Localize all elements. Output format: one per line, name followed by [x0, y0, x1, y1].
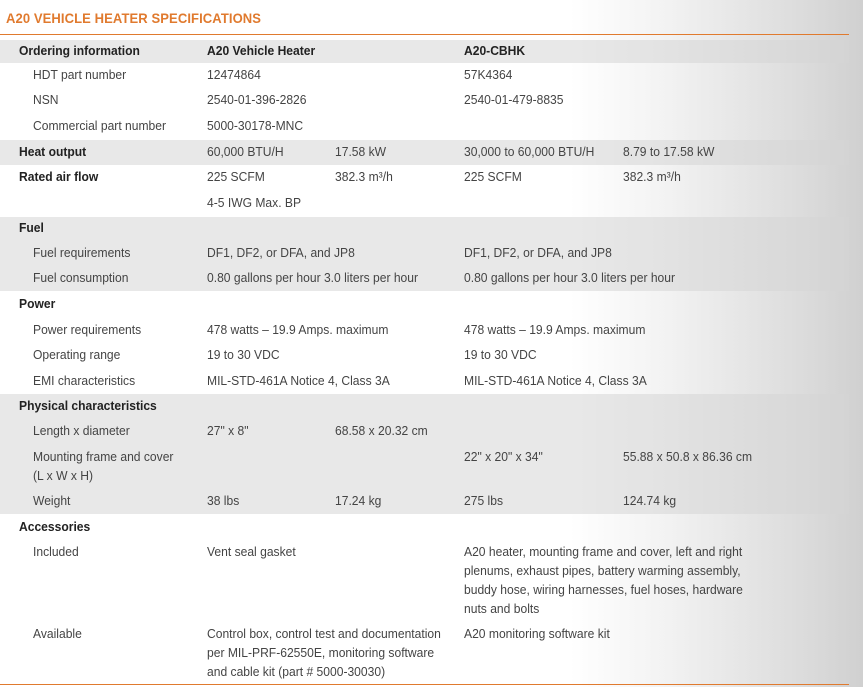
commercial-value-a20: 5000-30178-MNC [207, 118, 304, 133]
operating-range-row [0, 346, 849, 368]
nsn-label: NSN [33, 92, 59, 107]
weight-row [0, 488, 849, 514]
air-flow-backpressure: 4-5 IWG Max. BP [207, 195, 302, 210]
bottom-divider [0, 684, 849, 685]
fuel-requirements-cbhk: DF1, DF2, or DFA, and JP8 [464, 245, 612, 260]
fuel-consumption-cbhk: 0.80 gallons per hour 3.0 liters per hour [464, 270, 676, 285]
column-header-a20: A20 Vehicle Heater [207, 43, 316, 58]
included-cbhk-line1: A20 heater, mounting frame and cover, left and right [464, 544, 743, 559]
power-requirements-label: Power requirements [33, 322, 142, 337]
included-a20: Vent seal gasket [207, 544, 296, 559]
available-a20-line2: per MIL-PRF-62550E, monitoring software [207, 645, 435, 660]
mounting-label-line1: Mounting frame and cover [33, 449, 174, 464]
fuel-consumption-a20: 0.80 gallons per hour 3.0 liters per hour [207, 270, 419, 285]
weight-cbhk-metric: 124.74 kg [623, 493, 677, 508]
heat-output-cbhk: 30,000 to 60,000 BTU/H [464, 144, 595, 159]
available-cbhk: A20 monitoring software kit [464, 626, 610, 641]
ordering-label: Ordering information [19, 43, 140, 58]
hdt-value-cbhk: 57K4364 [464, 67, 513, 82]
fuel-header-row [0, 217, 849, 241]
commercial-label: Commercial part number [33, 118, 167, 133]
operating-range-a20: 19 to 30 VDC [207, 347, 280, 362]
available-a20-line1: Control box, control test and documentation [207, 626, 441, 641]
fuel-consumption-row [0, 266, 849, 291]
column-header-cbhk: A20-CBHK [464, 43, 526, 58]
nsn-row [0, 91, 849, 113]
weight-label: Weight [33, 493, 71, 508]
page-title: A20 VEHICLE HEATER SPECIFICATIONS [6, 10, 262, 26]
heat-output-a20: 60,000 BTU/H [207, 144, 284, 159]
air-flow-extra-row [0, 194, 849, 216]
emi-label: EMI characteristics [33, 373, 136, 388]
ordering-header-row [0, 40, 849, 63]
physical-label: Physical characteristics [19, 398, 157, 413]
length-row [0, 419, 849, 444]
air-flow-row [0, 168, 849, 190]
length-a20-metric: 68.58 x 20.32 cm [335, 423, 428, 438]
mounting-row [0, 444, 849, 488]
heat-output-row [0, 140, 849, 165]
weight-a20: 38 lbs [207, 493, 240, 508]
length-label: Length x diameter [33, 423, 130, 438]
fuel-requirements-a20: DF1, DF2, or DFA, and JP8 [207, 245, 355, 260]
fuel-consumption-label: Fuel consumption [33, 270, 129, 285]
weight-cbhk: 275 lbs [464, 493, 503, 508]
length-a20: 27" x 8" [207, 423, 249, 438]
weight-a20-metric: 17.24 kg [335, 493, 382, 508]
available-row [0, 625, 849, 683]
title-divider [0, 34, 849, 35]
available-a20-line3: and cable kit (part # 5000-30030) [207, 664, 386, 679]
power-requirements-a20: 478 watts – 19.9 Amps. maximum [207, 322, 389, 337]
accessories-header-row [0, 518, 849, 540]
air-flow-a20-metric: 382.3 m³/h [335, 169, 393, 184]
included-cbhk-line3: buddy hose, wiring harnesses, fuel hoses, hardware [464, 582, 743, 597]
power-header-row [0, 295, 849, 317]
air-flow-a20: 225 SCFM [207, 169, 265, 184]
commercial-row [0, 117, 849, 139]
included-cbhk-line4: nuts and bolts [464, 601, 540, 616]
hdt-row [0, 66, 849, 88]
heat-output-a20-metric: 17.58 kW [335, 144, 387, 159]
physical-header-row [0, 394, 849, 419]
fuel-label: Fuel [19, 220, 44, 235]
mounting-cbhk: 22" x 20" x 34" [464, 449, 543, 464]
power-requirements-cbhk: 478 watts – 19.9 Amps. maximum [464, 322, 646, 337]
heat-output-cbhk-metric: 8.79 to 17.58 kW [623, 144, 715, 159]
air-flow-cbhk-metric: 382.3 m³/h [623, 169, 681, 184]
fuel-requirements-row [0, 241, 849, 266]
available-label: Available [33, 626, 82, 641]
heat-output-label: Heat output [19, 144, 87, 159]
accessories-label: Accessories [19, 519, 91, 534]
emi-row [0, 372, 849, 394]
mounting-label-line2: (L x W x H) [33, 468, 93, 483]
mounting-cbhk-metric: 55.88 x 50.8 x 86.36 cm [623, 449, 753, 464]
operating-range-cbhk: 19 to 30 VDC [464, 347, 537, 362]
power-requirements-row [0, 321, 849, 343]
operating-range-label: Operating range [33, 347, 121, 362]
emi-a20: MIL-STD-461A Notice 4, Class 3A [207, 373, 390, 388]
air-flow-cbhk: 225 SCFM [464, 169, 522, 184]
nsn-value-cbhk: 2540-01-479-8835 [464, 92, 564, 107]
air-flow-label: Rated air flow [19, 169, 99, 184]
included-label: Included [33, 544, 79, 559]
nsn-value-a20: 2540-01-396-2826 [207, 92, 307, 107]
included-row [0, 543, 849, 623]
hdt-label: HDT part number [33, 67, 127, 82]
power-label: Power [19, 296, 56, 311]
included-cbhk-line2: plenums, exhaust pipes, battery warming assembly, [464, 563, 741, 578]
emi-cbhk: MIL-STD-461A Notice 4, Class 3A [464, 373, 647, 388]
fuel-requirements-label: Fuel requirements [33, 245, 131, 260]
hdt-value-a20: 12474864 [207, 67, 261, 82]
